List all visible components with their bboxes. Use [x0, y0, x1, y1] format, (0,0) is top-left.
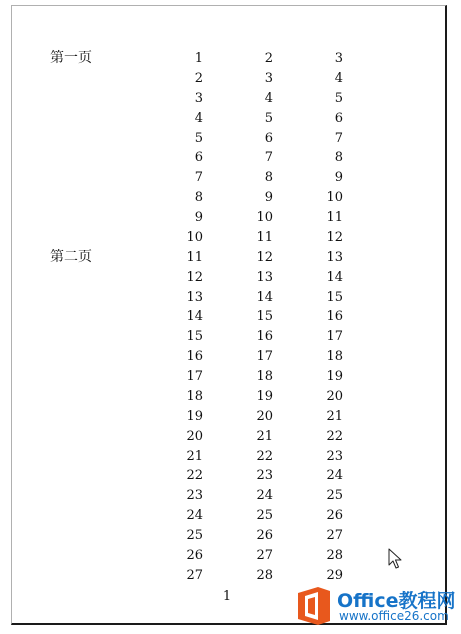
- table-cell: 5: [334, 90, 343, 106]
- table-cell: 10: [186, 229, 203, 245]
- table-cell: 14: [256, 289, 273, 305]
- table-cell: 1: [194, 51, 203, 66]
- table-row: [152, 427, 362, 447]
- table-cell: 26: [256, 528, 273, 543]
- table-row: [152, 208, 362, 228]
- table-cell: 14: [186, 309, 203, 325]
- table-cell: 8: [264, 170, 273, 186]
- table-cell: 6: [334, 110, 343, 126]
- table-cell: 18: [186, 388, 203, 404]
- table-cell: 25: [326, 488, 343, 504]
- table-cell: 20: [326, 388, 343, 404]
- table-cell: 17: [326, 329, 343, 345]
- table-cell: 4: [334, 70, 343, 86]
- table-cell: 7: [334, 130, 343, 146]
- table-row: [152, 129, 362, 149]
- table-cell: 15: [256, 309, 273, 325]
- table-cell: 5: [194, 130, 203, 146]
- table-cell: 17: [186, 369, 203, 384]
- table-cell: 26: [186, 547, 203, 563]
- table-cell: 13: [186, 289, 203, 305]
- table-row: [152, 148, 362, 168]
- table-cell: 16: [326, 309, 343, 325]
- table-cell: 12: [256, 249, 273, 265]
- table-cell: 10: [326, 190, 343, 206]
- table-row: [152, 546, 362, 566]
- table-cell: 22: [256, 448, 273, 464]
- table-cell: 13: [326, 249, 343, 265]
- table-cell: 2: [264, 51, 273, 66]
- table-cell: 3: [194, 90, 203, 106]
- table-cell: 8: [194, 190, 203, 206]
- table-cell: 14: [326, 269, 343, 285]
- table-cell: 20: [186, 428, 203, 444]
- office-logo-icon: [295, 586, 333, 626]
- table-row: [152, 188, 362, 208]
- table-row: [152, 168, 362, 188]
- page-number: 1: [222, 589, 232, 604]
- table-cell: 23: [186, 488, 203, 504]
- table-row: [152, 506, 362, 526]
- table-cell: 6: [264, 130, 273, 146]
- table-cell: 7: [194, 170, 203, 186]
- table-cell: 24: [186, 508, 203, 524]
- table-cell: 11: [256, 229, 273, 245]
- table-row: [152, 466, 362, 486]
- table-cell: 3: [334, 51, 343, 66]
- table-cell: 11: [186, 249, 203, 265]
- section-label-page-two: 第二页: [50, 249, 92, 265]
- watermark: [295, 584, 459, 628]
- table-cell: 26: [326, 508, 343, 524]
- table-cell: 13: [256, 269, 273, 285]
- table-cell: 16: [256, 329, 273, 345]
- table-cell: 5: [264, 110, 273, 126]
- table-cell: 27: [326, 528, 343, 543]
- table-cell: 16: [186, 349, 203, 365]
- table-cell: 28: [326, 547, 343, 563]
- table-row: [152, 566, 362, 586]
- table-cell: 3: [264, 70, 273, 86]
- table-cell: 20: [256, 408, 273, 424]
- table-row: [152, 288, 362, 308]
- table-row: [152, 228, 362, 248]
- table-cell: 21: [256, 428, 273, 444]
- table-cell: 27: [186, 567, 203, 583]
- table-cell: 9: [194, 210, 203, 225]
- table-row: [152, 526, 362, 546]
- table-row: [152, 367, 362, 387]
- table-cell: 12: [186, 269, 203, 285]
- table-row: [152, 486, 362, 506]
- table-cell: 29: [326, 567, 343, 583]
- table-cell: 22: [326, 428, 343, 444]
- table-row: [152, 387, 362, 407]
- table-cell: 4: [194, 110, 203, 126]
- table-cell: 4: [264, 90, 273, 106]
- table-cell: 23: [256, 468, 273, 484]
- table-cell: 15: [326, 289, 343, 305]
- table-row: [152, 307, 362, 327]
- table-cell: 6: [194, 150, 203, 166]
- watermark-url: www.office26.com: [339, 609, 449, 623]
- table-cell: 22: [186, 468, 203, 484]
- table-cell: 28: [256, 567, 273, 583]
- table-cell: 10: [256, 210, 273, 225]
- table-cell: 17: [256, 349, 273, 365]
- table-cell: 27: [256, 547, 273, 563]
- table-cell: 8: [334, 150, 343, 166]
- watermark-title: Office教程网: [337, 590, 456, 612]
- table-cell: 19: [256, 388, 273, 404]
- table-cell: 2: [194, 70, 203, 86]
- section-label-page-one: 第一页: [50, 50, 92, 66]
- table-cell: 9: [334, 170, 343, 186]
- table-cell: 21: [326, 408, 343, 424]
- print-preview-page: [11, 5, 447, 625]
- table-cell: 23: [326, 448, 343, 464]
- table-row: [152, 268, 362, 288]
- table-cell: 12: [326, 229, 343, 245]
- table-row: [152, 248, 362, 268]
- table-cell: 19: [186, 408, 203, 424]
- table-cell: 24: [326, 468, 343, 484]
- table-row: [152, 347, 362, 367]
- table-cell: 18: [256, 369, 273, 384]
- table-cell: 18: [326, 349, 343, 365]
- table-cell: 7: [264, 150, 273, 166]
- table-cell: 11: [326, 210, 343, 225]
- table-cell: 25: [256, 508, 273, 524]
- table-cell: 25: [186, 528, 203, 543]
- table-cell: 21: [186, 448, 203, 464]
- table-row: [152, 447, 362, 467]
- table-cell: 19: [326, 369, 343, 384]
- table-row: [152, 69, 362, 89]
- table-row: [152, 49, 362, 69]
- table-cell: 24: [256, 488, 273, 504]
- table-row: [152, 89, 362, 109]
- table-row: [152, 109, 362, 129]
- number-table: [152, 49, 362, 586]
- table-row: [152, 327, 362, 347]
- table-cell: 9: [264, 190, 273, 206]
- mouse-pointer-icon: [388, 548, 402, 570]
- table-row: [152, 407, 362, 427]
- table-cell: 15: [186, 329, 203, 345]
